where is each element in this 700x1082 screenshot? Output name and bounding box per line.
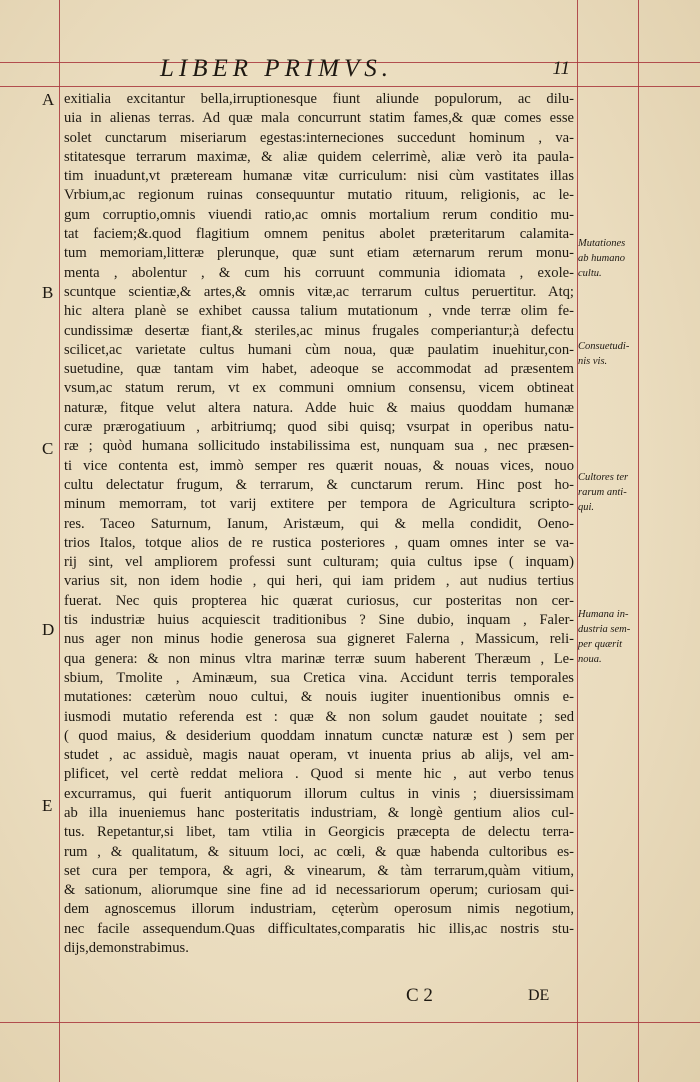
text-line: ( quod maius, & desiderium quoddam innatum cunctæ naturæ est ) sem per <box>64 727 574 744</box>
rule-bottom <box>0 1022 700 1023</box>
text-line: menta , abolentur , & cum his corruunt communia idiomata , exole- <box>64 264 574 281</box>
section-letter-c: C <box>42 439 54 458</box>
rule-text-right <box>577 0 578 1082</box>
text-line: solet cunctarum miseriarum egestas:interneciones succedunt hominum , va- <box>64 129 574 146</box>
text-line: scuntque scientiæ,& artes,& omnis vitæ,ac terrarum cultus peruertitur. Atq; <box>64 283 574 300</box>
running-title: LIBER PRIMVS. <box>160 55 394 82</box>
text-line: excurramus, qui fuerit antiquorum illorum cultus in vinis ; diuersissimam <box>64 785 574 802</box>
text-line: minum memorram, tot varij extitere per tempora de Agricultura scripto- <box>64 496 574 513</box>
rule-left <box>59 0 60 1082</box>
text-line: dem agnoscemus illorum industriam, cęterùm operosum nimis negotium, <box>64 901 574 918</box>
text-line: exitialia excitantur bella,irruptionesque fiunt aliunde populorum, ac dilu- <box>64 91 574 107</box>
rule-under-header <box>0 86 700 87</box>
text-line: tis industriæ huius acquiescit traditionibus ? Sine dubio, inquam , Faler- <box>64 612 574 629</box>
margin-note-line: nis vis. <box>578 356 608 367</box>
margin-note-line: per quærit <box>578 639 623 650</box>
section-letter-e: E <box>42 796 53 815</box>
text-line: & sationum, aliorumque sine fine ad id necessariorum operum; curiosam qui- <box>64 882 574 899</box>
text-line: uia in alienas terras. Ad quæ mala concurrunt statim fames,& quæ comes esse <box>64 110 574 127</box>
text-line: iusmodi mutatio referenda est : quæ & non solum gaudet nouitate ; sed <box>64 708 574 725</box>
margin-note-line: Cultores ter <box>578 472 629 483</box>
text-line: stitatesque terrarum maximæ, & aliæ quidem celerrimè, aliæ verò ita paula- <box>64 148 574 165</box>
page-number: 11 <box>552 58 570 79</box>
text-line: gum corruptio,omnis viuendi ratio,ac omnis mortalium rerum conditio mu- <box>64 206 574 223</box>
text-line: rij sint, vel ampliorem professi sunt culturam; quia cultus ipse ( inquam) <box>64 554 574 571</box>
text-line: tat faciem;&.quod flagitium omnem penitus abolet præteritarum calamita- <box>64 226 574 243</box>
text-line: trios Italos, totque alios de re rustica posteriores , quam omnes inter se va- <box>64 534 574 551</box>
text-line: curæ prærogatiuum , arbitriumq; quod sibi quisq; vsurpat in operibus natu- <box>64 419 574 436</box>
text-line: vsum,ac statum rerum, vt ex communi omnium consensu, vicem obtineat <box>64 380 574 397</box>
text-line: Vrbium,ac regionum ruinas consequuntur mutatio rituum, religionis, ac le- <box>64 187 574 204</box>
text-line: ab illa inueniemus hanc posteritatis industriam, & longè gentium alios cul- <box>64 804 574 821</box>
margin-note-consuetudinis <box>578 339 640 369</box>
margin-note-line: Consuetudi- <box>578 341 630 352</box>
text-line: mutationes: cæterùm nouo cultui, & nouis iugiter inuentionibus omnis e- <box>64 689 574 706</box>
margin-note-humana-industria <box>578 607 640 667</box>
text-line: varius sit, non idem hodie , qui heri, qui iam pridem , aut nudius tertius <box>64 573 574 590</box>
signature-mark: C 2 <box>406 985 433 1006</box>
text-line: nec facile assequendum.Quas difficultates,comparatis hic illis,ac nostris stu- <box>64 920 574 937</box>
text-line: tum memoriam,litteræ plerunque, quæ sunt etiam æternarum rerum monu- <box>64 245 574 262</box>
text-line: qua genera: & non minus vltra marinæ terræ suum haberent Theræum , Le- <box>64 650 574 667</box>
text-line: fuerat. Nec quis propterea hic quærat curiosus, cur posteritas non cer- <box>64 592 574 609</box>
text-line: ræ ; quòd humana sollicitudo instabilissima est, nunquam sua , nec præsen- <box>64 438 574 455</box>
section-letter-d: D <box>42 620 55 639</box>
margin-note-line: ab humano <box>578 253 625 264</box>
text-line: suetudine, quæ tantam vim habet, adeoque se accommodat ad præsentem <box>64 361 574 378</box>
text-line: nus ager non minus hodie generosa sua gigneret Falerna , Massicum, reli- <box>64 631 574 648</box>
text-line: rum , & qualitatum, & situum loci, ac cœli, & quæ habenda cultoribus es- <box>64 843 574 860</box>
text-line: tim inuadunt,vt præteream humanæ vitæ curriculum: nisi cùm vastitates illas <box>64 168 574 185</box>
text-line: hic altera planè se exhibet caussa talium mutationum , vnde terræ olim fe- <box>64 303 574 320</box>
margin-note-line: noua. <box>578 654 602 665</box>
text-line: dijs,demonstrabimus. <box>64 940 189 957</box>
text-line: scilicet,ac varietate cultus humani cùm noua, quæ paulatim inuehitur,con- <box>64 341 574 358</box>
section-letter-a: A <box>42 90 55 109</box>
margin-note-line: cultu. <box>578 268 602 279</box>
section-letter-b: B <box>42 283 54 302</box>
text-line: sbium, Tmolite , Aminæum, sua Cretica vina. Accidunt terris temporales <box>64 669 574 686</box>
page-footer <box>400 985 600 1011</box>
catchword: DE <box>528 987 550 1004</box>
margin-note-line: Humana in- <box>578 609 629 620</box>
text-line: cultu delectatur frugum, & terrarum, & cunctarum rerum. Hinc post ho- <box>64 476 574 493</box>
text-line: res. Taceo Saturnum, Ianum, Aristæum, qui & mella condidit, Oeno- <box>64 515 574 532</box>
text-line: naturæ, fitque velut altera natura. Adde huic & maius quoddam humanæ <box>64 399 574 416</box>
text-line: cundissimæ desertæ fiant,& steriles,ac minus frugales comperiantur;à defectu <box>64 322 574 339</box>
rule-margin-right <box>638 0 639 1082</box>
text-line: tus. Repetantur,si libet, tam vtilia in Georgicis præcepta de delectu terra- <box>64 824 574 841</box>
margin-note-line: qui. <box>578 502 595 513</box>
running-header <box>60 56 580 82</box>
text-line: plificet, vel certè reddat meliora . Quod si mente hic , aut verbo tenus <box>64 766 574 783</box>
margin-note-cultores <box>578 470 640 515</box>
margin-note-mutationes <box>578 236 640 281</box>
text-line: ti vice contenta est, immò semper res quærit nouas, & nouas vices, nouo <box>64 457 574 474</box>
margin-note-line: rarum anti- <box>578 487 627 498</box>
text-line: studet , ac assiduè, magis nauat operam, vt inuenta prius ab alijs, vel am- <box>64 747 574 764</box>
margin-note-line: Mutationes <box>578 238 626 249</box>
text-line: set cura per tempora, & agri, & vinearum, & tàm terrarum,quàm vitium, <box>64 862 574 879</box>
margin-note-line: dustria sem- <box>578 624 631 635</box>
body-text <box>64 90 574 958</box>
